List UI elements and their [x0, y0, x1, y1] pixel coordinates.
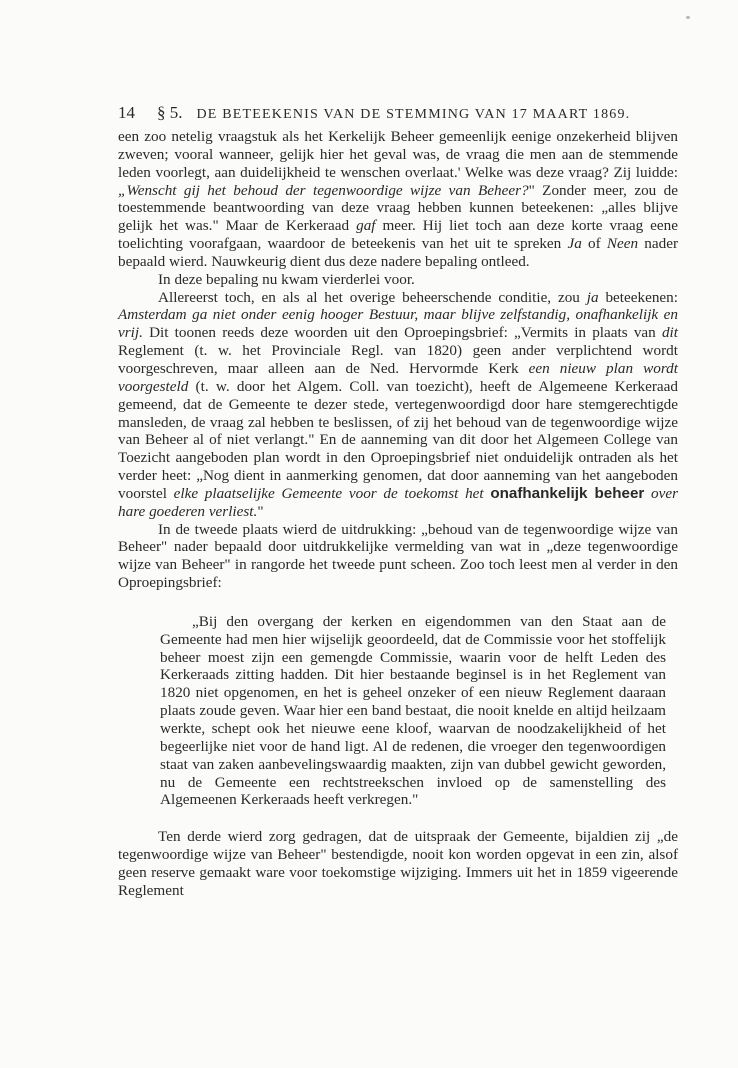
text-run: beteekenen:: [598, 288, 678, 306]
italic-run: dit: [661, 324, 678, 342]
italic-run: Neen: [606, 235, 639, 253]
running-title: DE BETEEKENIS VAN DE STEMMING VAN 17 MAART 1869.: [196, 107, 631, 122]
text-run: (t. w. door het Algem. Coll. van toezicht), heeft de Algemeene Kerkeraad gemeend, dat de Gemeente te dezer stede, vertegenwoordigd door hare stemgerechtigde mansleden, de vraag zal hebben te beslissen, of zij het behoud van de tegenwoordige wijze van Beheer al of niet verlangt." En de aanneming van dit door het Algemeen College van Toezicht aangeboden plan wordt in den Oproepingsbrief niet onduidelijk ontraden als het verder heet: „Nog dient in aanmerking genomen, dat door aanneming van het aangeboden voorstel: [118, 377, 678, 502]
italic-run: elke plaatselijke Gemeente voor de toekomst het: [173, 484, 484, 502]
page-number: 14: [118, 103, 135, 122]
text-run: of: [581, 235, 607, 253]
text-run: " Zonder meer, zou de toestemmende beantwoording van deze vraag hebben kunnen beteekenen: „alles blijve gelijk het was." Maar de Kerkeraad: [118, 181, 678, 235]
italic-run: ja: [586, 288, 599, 306]
running-header: [118, 103, 678, 123]
bold-sans-run: onafhankelijk beheer: [490, 484, 645, 502]
paragraph-2: [118, 271, 678, 289]
italic-run: Ja: [567, 235, 582, 253]
body-text: [118, 128, 678, 900]
paragraph-4: [118, 521, 678, 592]
paragraph-3: [118, 289, 678, 521]
section-marker: § 5.: [157, 103, 183, 122]
text-run: ": [257, 502, 264, 520]
text-run: Allereerst toch, en als al het overige beheerschende conditie, zou: [158, 288, 587, 306]
italic-run: „Wenscht gij het behoud der tegenwoordige wijze van Beheer?: [118, 181, 529, 199]
paper-speck: [686, 16, 690, 19]
italic-run: een nieuw plan wordt voorgesteld: [118, 359, 678, 395]
text-run: Reglement (t. w. het Provinciale Regl. van 1820) geen ander verplichtend wordt voorgeschreven, maar alleen aan de Ned. Hervormde Kerk: [118, 342, 678, 377]
italic-run: Amsterdam ga niet onder eenig hooger Bestuur, maar blijve zelfstandig, onafhankelijk en vrij.: [118, 306, 678, 342]
text-run: In deze bepaling nu kwam vierderlei voor.: [158, 270, 415, 288]
italic-run: over hare goederen verliest.: [118, 484, 678, 520]
paragraph-1: [118, 128, 678, 271]
text-run: nader bepaald wierd. Nauwkeurig dient dus deze nadere bepaling ontleed.: [118, 235, 678, 270]
text-run: „Bij den overgang der kerken en eigendommen van den Staat aan de Gemeente had men hier wijselijk geoordeeld, dat de Commissie voor het stoffelijk beheer moest zijn een gemengde Commissie, waarin voor de helft Leden des Kerkeraads zitting hadden. Dit hier bestaande beginsel is in het Reglement van 1820 niet opgenomen, en het is geheel onzeker of een nieuw Reglement daaraan plaats zoude geven. Waar hier een band bestaat, die nooit knelde en altijd heilzaam werkte, schept ook het nieuwe eene kloof, waarvan de noodzakelijkheid of het begeerlijke niet voor de hand ligt. Al de redenen, die vroeger den tegenwoordigen staat van zaken aanbevelingswaardig maakten, zijn van dubbel gewicht geworden, nu de Gemeente een rechtstreekschen invloed op de samenstelling des Algemeenen Kerkeraads heeft verkregen.": [160, 612, 666, 809]
text-run: Ten derde wierd zorg gedragen, dat de uitspraak der Gemeente, bijaldien zij „de tegenwoordige wijze van Beheer" bestendigde, nooit kon worden opgevat in een zin, alsof geen reserve gemaakt ware voor toekomstige wijziging. Immers uit het in 1859 vigeerende Reglement: [118, 828, 678, 899]
italic-run: gaf: [356, 217, 376, 235]
block-quote: [160, 613, 666, 809]
text-run: een zoo netelig vraagstuk als het Kerkelijk Beheer gemeenlijk eenige onzekerheid blijven zweven; vooral wanneer, gelijk hier het geval was, de vraag die men aan de stemmende leden voorlegt, aan duidelijkheid te wenschen overlaat.' Welke was deze vraag? Zij luidde:: [118, 128, 678, 181]
text-run: Dit toonen reeds deze woorden uit den Oproepingsbrief: „Vermits in plaats van: [142, 324, 662, 342]
paragraph-5: [118, 828, 678, 899]
text-run: meer. Hij liet toch aan deze korte vraag eene toelichting voorafgaan, waardoor de beteekenis van het uit te spreken: [118, 217, 678, 253]
text-run: In de tweede plaats wierd de uitdrukking: „behoud van de tegenwoordige wijze van Beheer" nader bepaald door uitdrukkelijke vermelding van wat in „deze tegenwoordige wijze van Beheer" in rangorde het tweede punt scheen. Zoo toch leest men al verder in den Oproepingsbrief:: [118, 520, 678, 592]
